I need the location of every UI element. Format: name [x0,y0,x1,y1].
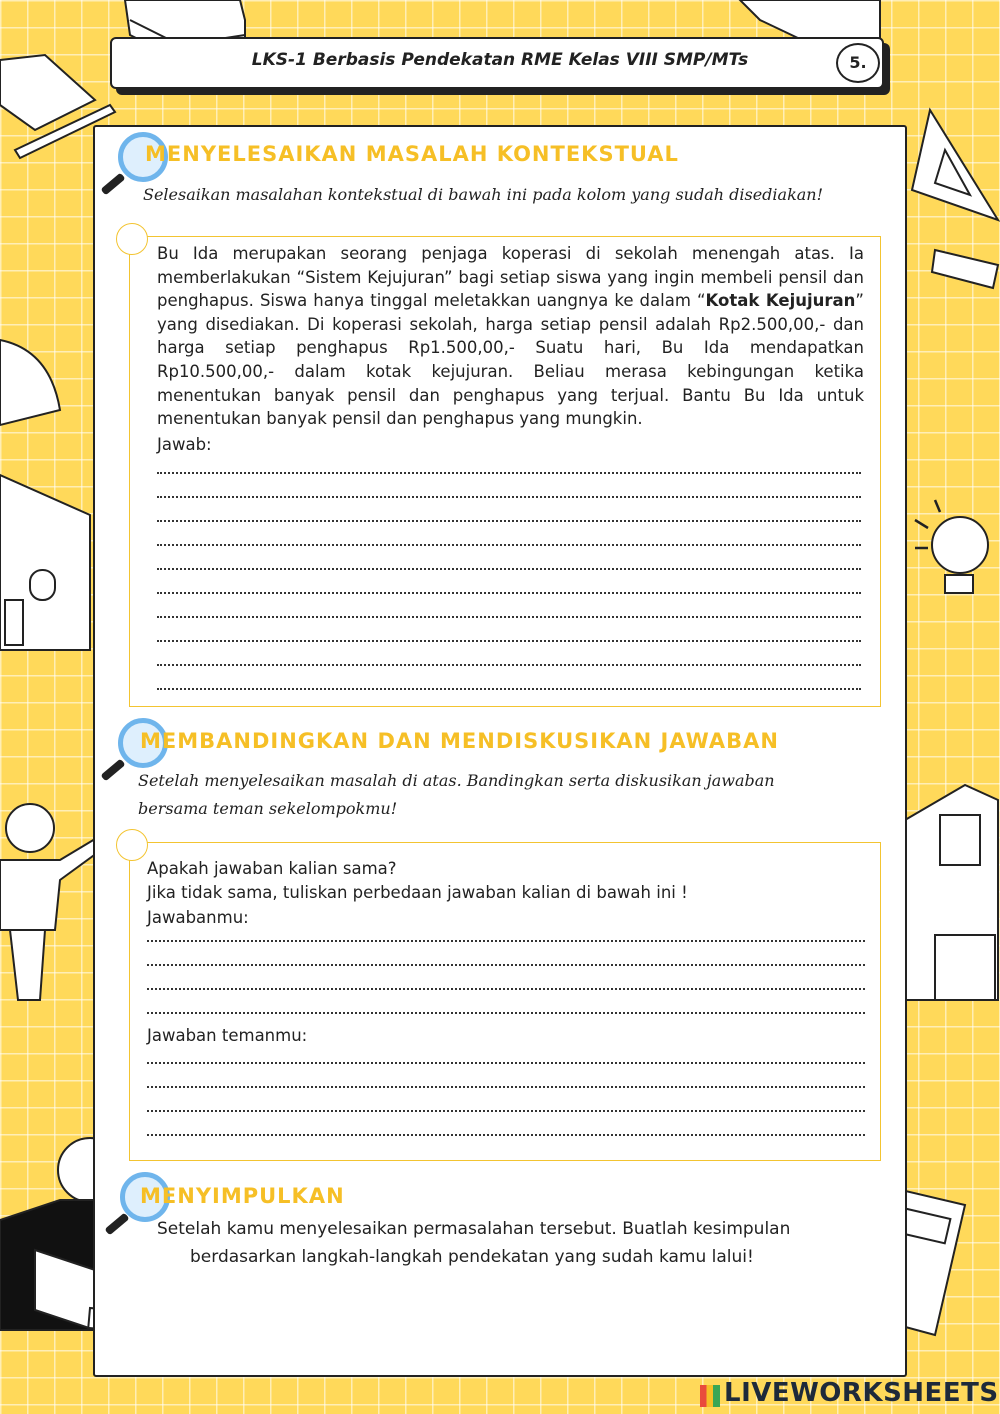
your-answer-area[interactable] [147,930,865,1014]
liveworksheets-logo: LIVEWORKSHEETS [724,1378,999,1408]
problem-text [157,242,864,431]
section-title-conclude: MENYIMPULKAN [140,1184,345,1208]
answer-line[interactable] [157,568,861,570]
ruler-icon [932,250,998,288]
compare-question-1: Apakah jawaban kalian sama? [147,859,397,878]
problem-text-part1: Bu Ida merupakan seorang penjaga koperasi di sekolah menengah atas. Ia memberlakukan “Sistem Kejujuran” bagi setiap siswa yang ingin membeli pensil dan penghapus. Siswa hanya tinggal meletakkan uangnya ke dalam “ [157,244,864,311]
section-instruction: Selesaikan masalahan kontekstual di bawah ini pada kolom yang sudah disediakan! [143,185,824,204]
answer-line[interactable] [147,964,865,966]
your-answer-label: Jawabanmu: [147,908,249,927]
section-title-contextual: MENYELESAIKAN MASALAH KONTEKSTUAL [145,142,679,166]
answer-line[interactable] [157,616,861,618]
section-instruction-line2: bersama teman sekelompokmu! [138,799,398,818]
problem-text-part2: ” yang disediakan. Di koperasi sekolah, harga setiap pensil adalah Rp2.500,00,- dan harga setiap penghapus Rp1.500,00,- Suatu hari, Bu Ida mendapatkan Rp10.500,00,- dalam kotak kejujuran. Beliau merasa kebingungan ketika menentukan banyak pensil dan penghapus yang terjual. Bantu Bu Ida untuk menentukan banyak pensil dan penghapus yang mungkin. [157,291,864,429]
section-instruction-line1: Setelah menyelesaikan masalah di atas. Bandingkan serta diskusikan jawaban [138,771,775,790]
protractor-icon [0,340,60,425]
answer-line[interactable] [147,1086,865,1088]
answer-line[interactable] [147,1012,865,1014]
answer-line[interactable] [157,664,861,666]
section-title-compare: MEMBANDINGKAN DAN MENDISKUSIKAN JAWABAN [140,729,779,753]
friend-answer-area[interactable] [147,1050,865,1136]
conclude-instruction-line1: Setelah kamu menyelesaikan permasalahan tersebut. Buatlah kesimpulan [157,1219,791,1239]
answer-line[interactable] [157,640,861,642]
answer-line[interactable] [147,1134,865,1136]
set-square-icon [912,110,998,220]
girl-icon [6,804,54,852]
answer-label: Jawab: [157,435,212,454]
answer-line[interactable] [147,1062,865,1064]
friend-answer-label: Jawaban temanmu: [147,1026,308,1045]
answer-line[interactable] [157,520,861,522]
answer-line[interactable] [147,1110,865,1112]
conclude-instruction-line2: berdasarkan langkah-langkah pendekatan yang sudah kamu lalui! [190,1247,754,1267]
problem-text-bold: Kotak Kejujuran [705,291,856,311]
answer-line[interactable] [157,496,861,498]
header-title: LKS-1 Berbasis Pendekatan RME Kelas VIII SMP/MTs [251,50,749,70]
answer-line[interactable] [157,472,861,474]
answer-line[interactable] [157,688,861,690]
answer-line[interactable] [157,544,861,546]
box-circle-marker [116,829,148,861]
answer-line[interactable] [157,592,861,594]
page-number: 5. [836,43,880,83]
box-circle-marker [116,223,148,255]
answer-area[interactable] [157,460,861,690]
answer-line[interactable] [147,940,865,942]
liveworksheets-logo-mark [700,1385,720,1407]
compare-question-2: Jika tidak sama, tuliskan perbedaan jawaban kalian di bawah ini ! [147,883,688,902]
lightbulb-icon [932,517,988,573]
answer-line[interactable] [147,988,865,990]
